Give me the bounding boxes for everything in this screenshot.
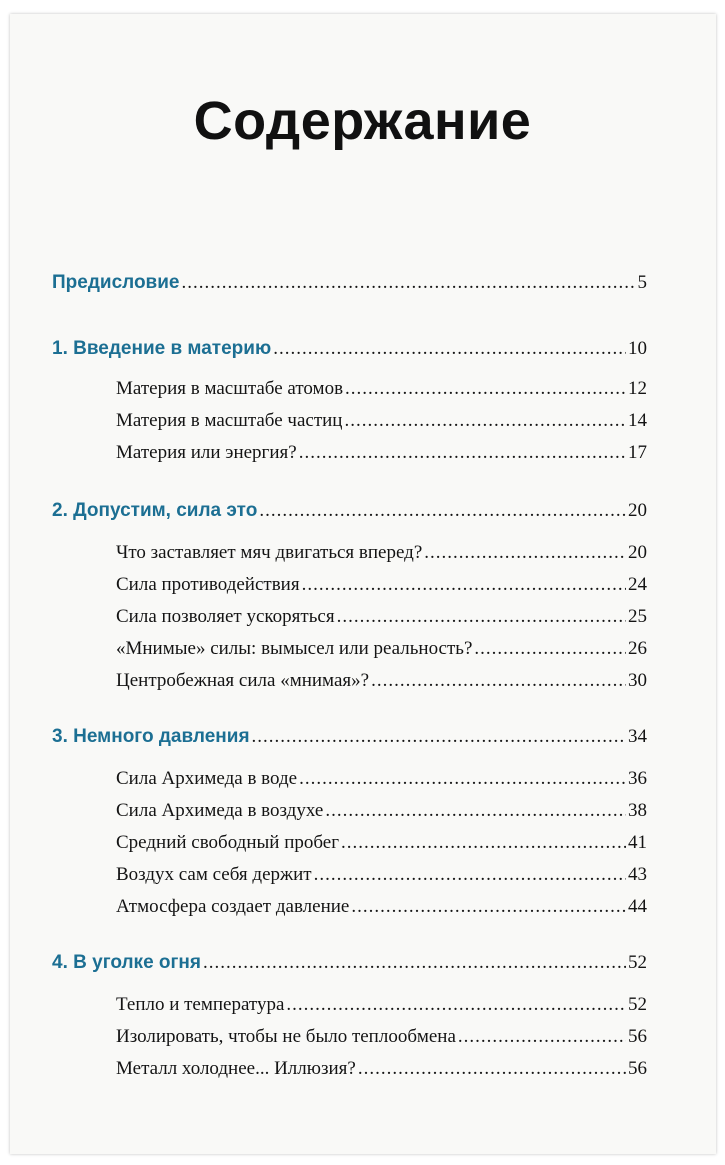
- toc-entry-page: 36: [628, 768, 647, 789]
- toc-entry-label: Тепло и температура: [116, 994, 285, 1015]
- toc-entry-page: 24: [628, 574, 647, 595]
- toc-entry-section: [116, 638, 647, 660]
- dot-leader: [203, 952, 626, 974]
- dot-leader: [358, 1058, 626, 1080]
- toc-entry-section: [116, 768, 647, 790]
- toc-entry-label: «Мнимые» силы: вымысел или реальность?: [116, 638, 473, 659]
- toc-entry-label: Металл холоднее... Иллюзия?: [116, 1058, 356, 1079]
- toc-entry-page: 14: [628, 410, 647, 431]
- toc-entry-page: 26: [628, 638, 647, 659]
- toc-entry-label: 1. Введение в материю: [52, 338, 272, 359]
- toc-entry-page: 34: [628, 726, 647, 747]
- toc-entry-label: 3. Немного давления: [52, 726, 250, 747]
- toc-entry-page: 56: [628, 1026, 647, 1047]
- toc-entry-preface: [52, 272, 647, 294]
- toc-entry-chapter-2: [52, 500, 647, 522]
- dot-leader: [458, 1026, 626, 1048]
- toc-entry-page: 5: [637, 272, 647, 293]
- toc-entry-page: 17: [628, 442, 647, 463]
- toc-entry-label: Сила Архимеда в воде: [116, 768, 298, 789]
- toc-entry-label: Воздух сам себя держит: [116, 864, 312, 885]
- toc-entry-page: 56: [628, 1058, 647, 1079]
- dot-leader: [314, 864, 626, 886]
- toc-entry-page: 30: [628, 670, 647, 691]
- dot-leader: [371, 670, 626, 692]
- dot-leader: [273, 338, 626, 360]
- toc-entry-section: [116, 800, 647, 822]
- toc-entry-label: 4. В уголке огня: [52, 952, 201, 973]
- dot-leader: [302, 574, 626, 596]
- toc-entry-section: [116, 864, 647, 886]
- toc-entry-page: 52: [628, 994, 647, 1015]
- dot-leader: [345, 378, 626, 400]
- toc-entry-section: [116, 832, 647, 854]
- toc-entry-page: 38: [628, 800, 647, 821]
- toc-entry-label: Что заставляет мяч двигаться вперед?: [116, 542, 423, 563]
- dot-leader: [252, 726, 626, 748]
- page-title: Содержание: [193, 91, 532, 151]
- dot-leader: [299, 442, 626, 464]
- toc-entry-page: 41: [628, 832, 647, 853]
- toc-entry-label: Сила позволяет ускоряться: [116, 606, 335, 627]
- dot-leader: [474, 638, 626, 660]
- toc-entry-label: Сила Архимеда в воздухе: [116, 800, 324, 821]
- toc-entry-chapter-4: [52, 952, 647, 974]
- toc-entry-page: 20: [628, 542, 647, 563]
- toc-entry-section: [116, 442, 647, 464]
- toc-entry-section: [116, 994, 647, 1016]
- toc-entry-page: 25: [628, 606, 647, 627]
- toc-entry-section: [116, 542, 647, 564]
- toc-entry-label: 2. Допустим, сила это: [52, 500, 258, 521]
- dot-leader: [299, 768, 626, 790]
- toc-entry-chapter-3: [52, 726, 647, 748]
- toc-entry-page: 20: [628, 500, 647, 521]
- toc-entry-section: [116, 574, 647, 596]
- toc-entry-page: 12: [628, 378, 647, 399]
- toc-entry-section: [116, 670, 647, 692]
- toc-entry-section: [116, 1058, 647, 1080]
- toc-entry-section: [116, 896, 647, 918]
- toc-entry-label: Материя в масштабе атомов: [116, 378, 344, 399]
- toc-entry-chapter-1: [52, 338, 647, 360]
- toc-entry-page: 10: [628, 338, 647, 359]
- dot-leader: [259, 500, 626, 522]
- dot-leader: [286, 994, 626, 1016]
- toc-entry-label: Сила противодействия: [116, 574, 300, 595]
- toc-entry-label: Средний свободный пробег: [116, 832, 339, 853]
- toc-entry-section: [116, 1026, 647, 1048]
- toc-entry-label: Изолировать, чтобы не было теплообмена: [116, 1026, 456, 1047]
- toc-entry-page: 52: [628, 952, 647, 973]
- dot-leader: [351, 896, 626, 918]
- toc-entry-section: [116, 606, 647, 628]
- toc-entry-label: Материя в масштабе частиц: [116, 410, 343, 431]
- toc-entry-section: [116, 410, 647, 432]
- dot-leader: [344, 410, 626, 432]
- dot-leader: [325, 800, 626, 822]
- dot-leader: [424, 542, 626, 564]
- toc-entry-section: [116, 378, 647, 400]
- toc-entry-label: Атмосфера создает давление: [116, 896, 350, 917]
- toc-entry-label: Материя или энергия?: [116, 442, 297, 463]
- dot-leader: [182, 272, 636, 294]
- toc-entry-label: Центробежная сила «мнимая»?: [116, 670, 370, 691]
- toc-entry-label: Предисловие: [52, 272, 180, 293]
- dot-leader: [341, 832, 626, 854]
- toc-entry-page: 44: [628, 896, 647, 917]
- toc-entry-page: 43: [628, 864, 647, 885]
- dot-leader: [337, 606, 626, 628]
